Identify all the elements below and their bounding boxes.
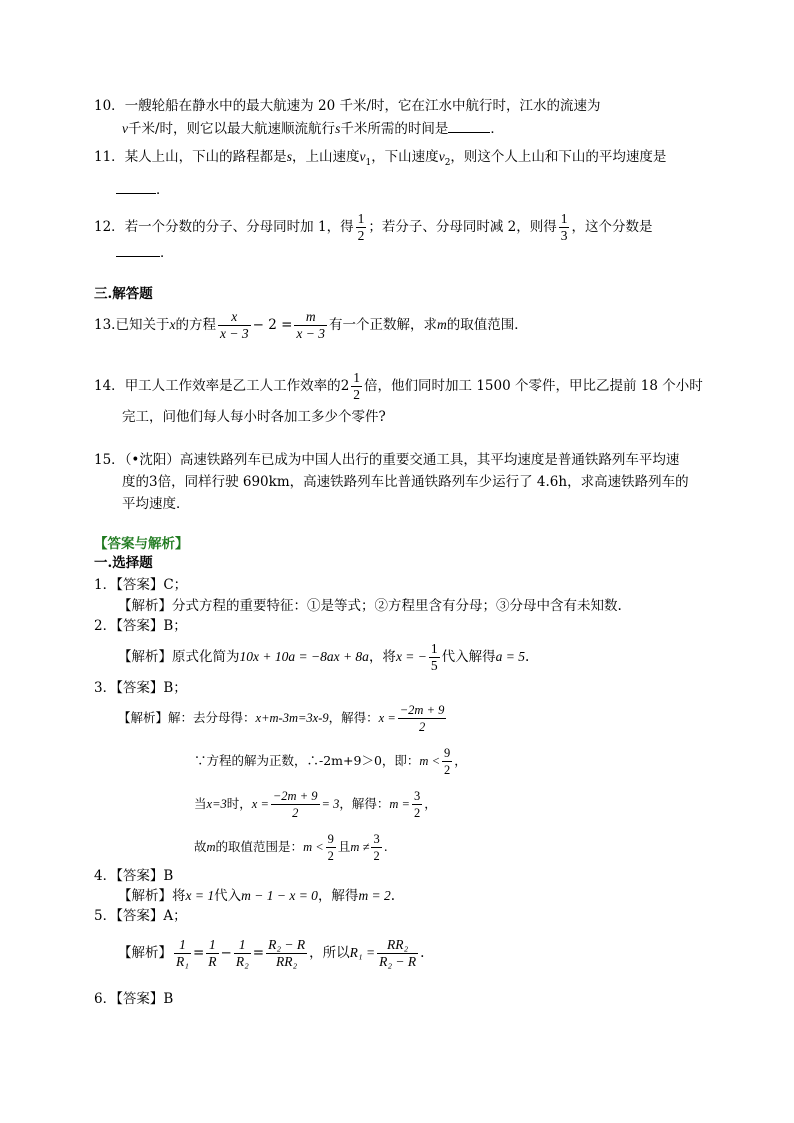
- q10-text3: 千米所需的时间是: [340, 121, 449, 137]
- a3-line4-m2: m <: [303, 840, 324, 854]
- a2-analysis-a: 【解析】原式化简为: [118, 649, 240, 665]
- a4-answer: 【答案】B: [116, 868, 174, 884]
- q15-line1: [94, 450, 679, 470]
- q15-line2: 度的3倍，同样行驶 690km，高速铁路列车比普通铁路列车少运行了 4.6h，求高速铁路列车的: [122, 474, 689, 490]
- q10-text: 一艘轮船在静水中的最大航速为 20 千米/时，它在江水中航行时，江水的流速为: [124, 98, 601, 114]
- a3-line4-a: 故: [194, 839, 207, 854]
- a4-eq: m − 1 − x = 0: [241, 888, 318, 903]
- q13-text-c: 有一个正数解，求: [329, 317, 437, 333]
- q12-fraction-1: $\frac{1}{2}$: [357, 211, 365, 243]
- a3-line4-m3: m ≠: [350, 840, 370, 854]
- a5-fraction-2: $\frac{1}{R}$: [208, 937, 217, 969]
- q12-text-a: 若一个分数的分子、分母同时加 1，得: [124, 219, 354, 235]
- a3-fraction-3: $\frac{-2m + 9}{2}$: [272, 789, 318, 820]
- q14-number: 14．: [94, 378, 125, 394]
- q15-text-1: （•沈阳）高速铁路列车已成为中国人出行的重要交通工具，其平均速度是普通铁路列车平均速: [124, 452, 680, 468]
- q11-v1: v: [359, 149, 366, 164]
- q11-text-a: 某人上山，下山的路程都是: [124, 149, 287, 165]
- a4-answer-line: [94, 866, 173, 886]
- a4-analysis: [118, 886, 395, 906]
- a1-number: 1．: [94, 577, 117, 593]
- q10-line1: [94, 96, 601, 116]
- a2-result: a = 5: [495, 649, 526, 664]
- a3-analysis-line4: [194, 826, 388, 868]
- q13-m: m: [437, 317, 447, 332]
- q11-v2: v: [438, 149, 445, 164]
- a5-answer-line: [94, 906, 187, 926]
- a3-line3-end: ，: [424, 796, 437, 811]
- q11-s: s: [286, 149, 292, 164]
- a2-fraction: $\frac{1}{5}$: [430, 641, 438, 673]
- q12-line1: [94, 206, 652, 248]
- a6-number: 6．: [94, 991, 117, 1007]
- a3-line1-a: 【解析】解：去分母得：: [118, 710, 256, 725]
- a5-fraction-1: $\frac{1}{\text{R₁}}$: [176, 937, 189, 969]
- section3-heading: 三.解答题: [94, 286, 153, 302]
- a5-mid: ，所以: [309, 945, 350, 961]
- a3-answer: 【答案】B；: [116, 680, 187, 696]
- q11-text-c: ，下山速度: [371, 149, 439, 165]
- a3-fraction-6: $\frac{3}{2}$: [373, 832, 380, 863]
- q12-number: 12．: [94, 219, 125, 235]
- a4-end: .: [390, 888, 396, 904]
- a1-answer: 【答案】C；: [116, 577, 188, 593]
- q10-v: v: [122, 121, 128, 136]
- q10-line2: [122, 119, 504, 139]
- a3-line1-b: ，解得：: [328, 710, 379, 725]
- a5-end: .: [420, 945, 425, 961]
- q14-text-b: 倍，他们同时加工 1500 个零件，甲比乙提前 18 个小时: [364, 378, 703, 394]
- q11-period: ．: [156, 182, 170, 198]
- a3-line3-x: x=3: [206, 797, 227, 811]
- a3-line2-end: ，: [454, 753, 467, 768]
- a3-fraction-2: $\frac{9}{2}$: [444, 746, 451, 777]
- q12-text-b: ；若分子、分母同时减 2，则得: [368, 219, 557, 235]
- a3-fraction-4: $\frac{3}{2}$: [413, 789, 421, 820]
- q13-text-b: 的方程: [175, 317, 216, 333]
- a4-result: m = 2: [358, 888, 391, 903]
- q11-sub2: 2: [444, 158, 451, 168]
- q13-text-d: 的取值范围．: [446, 317, 528, 333]
- a2-answer-line: [94, 616, 187, 636]
- a2-end: .: [525, 649, 530, 665]
- q13-x: x: [169, 317, 176, 332]
- a3-number: 3．: [94, 680, 117, 696]
- a5-answer: 【答案】A；: [116, 908, 187, 924]
- a3-line3-x2: x =: [251, 797, 269, 811]
- a4-analysis-a: 【解析】将: [118, 888, 186, 904]
- q14-line1: [94, 365, 703, 407]
- q13-line: [94, 304, 528, 346]
- q13-fraction-1: $\frac{x}{x - 3}$: [219, 309, 249, 341]
- q10-period: ．: [490, 121, 504, 137]
- a3-line3-b: 时，: [226, 796, 252, 811]
- a2-number: 2．: [94, 618, 117, 634]
- q10-text2: 千米/时，则它以最大航速顺流航行: [128, 121, 336, 137]
- a5-analysis-label: 【解析】: [118, 945, 172, 961]
- a6-answer-line: [94, 989, 173, 1009]
- q11-line2: [116, 180, 170, 200]
- a4-analysis-c: ，解得: [317, 888, 359, 904]
- a3-line3-c: ，解得：: [339, 796, 390, 811]
- q13-number: 13.: [94, 317, 116, 333]
- q10-s: s: [335, 121, 341, 136]
- q11-number: 11．: [94, 149, 125, 165]
- a3-line2-a: ∵方程的解为正数，∴-2m+9＞0，即：: [194, 753, 420, 768]
- q11-line1: [94, 147, 666, 173]
- a3-line1-x: x =: [378, 711, 396, 725]
- a3-answer-line: [94, 678, 187, 698]
- answers-heading: 【答案与解析】: [94, 536, 189, 552]
- q11-sub1: 1: [365, 158, 372, 168]
- a4-x1: x = 1: [185, 888, 215, 903]
- a5-eq1: =: [192, 945, 205, 961]
- q12-fraction-2: $\frac{1}{3}$: [560, 211, 568, 243]
- q10-number: 10．: [94, 98, 125, 114]
- a4-number: 4．: [94, 868, 117, 884]
- a3-line4-end: .: [383, 839, 388, 854]
- a3-line3-a: 当: [194, 796, 207, 811]
- a5-analysis: [118, 928, 424, 978]
- a3-analysis-line1: [118, 697, 448, 739]
- a2-analysis-c: 代入解得: [441, 649, 496, 665]
- a3-line4-c: 且: [337, 839, 351, 854]
- a5-number: 5．: [94, 908, 117, 924]
- a2-expr: 10x + 10a = −8ax + 8a: [239, 649, 369, 664]
- q15-line3: 平均速度．: [122, 496, 190, 512]
- a3-analysis-line2: [194, 740, 467, 782]
- a3-line2-m: m <: [419, 754, 441, 768]
- q15-number: 15．: [94, 452, 125, 468]
- a4-analysis-b: 代入: [214, 888, 242, 904]
- a6-answer: 【答案】B: [116, 991, 174, 1007]
- q14-fraction: $\frac{1}{2}$: [353, 370, 361, 402]
- a2-xeq: x = −: [395, 649, 427, 664]
- q11-text-d: ，则这个人上山和下山的平均速度是: [450, 149, 667, 165]
- a3-line3-m: m =: [389, 797, 410, 811]
- q12-line2: [116, 243, 174, 263]
- q13-fraction-2: $\frac{m}{x - 3}$: [296, 309, 325, 341]
- a3-line1-eq: x+m-3m=3x-9: [255, 711, 329, 725]
- a3-fraction-1: $\frac{-2m + 9}{2}$: [399, 703, 445, 734]
- a5-r1: R₁ =: [349, 945, 376, 960]
- section1-heading: 一.选择题: [94, 555, 153, 571]
- a3-fraction-5: $\frac{9}{2}$: [327, 832, 334, 863]
- q13-mid: − 2 =: [252, 317, 293, 333]
- a3-line3-eq3: = 3: [321, 797, 340, 811]
- q12-period: ．: [160, 245, 174, 261]
- q12-answer-blank[interactable]: [116, 255, 160, 257]
- q13-text-a: 已知关于: [115, 317, 170, 333]
- q12-text-c: ，这个分数是: [571, 219, 653, 235]
- q11-text-b: ，上山速度: [291, 149, 360, 165]
- q11-answer-blank[interactable]: [116, 192, 156, 194]
- a3-line4-b: 的取值范围是：: [215, 839, 304, 854]
- a1-analysis: 【解析】分式方程的重要特征：①是等式；②方程里含有分母；③分母中含有未知数.: [118, 598, 622, 614]
- q10-answer-blank[interactable]: [448, 131, 490, 133]
- a3-analysis-line3: [194, 783, 437, 825]
- q14-line2: 完工，问他们每人每小时各加工多少个零件?: [122, 409, 386, 425]
- a3-line4-m: m: [206, 840, 216, 854]
- a5-fraction-4: $\frac{\text{R₂ − R}}{\text{RR₂}}$: [268, 937, 306, 969]
- a5-fraction-5: $\frac{\text{RR₂}}{\text{R₂ − R}}$: [379, 937, 417, 969]
- a5-eq2: =: [252, 945, 265, 961]
- q14-text-a: 甲工人工作效率是乙工人工作效率的: [124, 378, 341, 394]
- a5-minus: −: [220, 945, 232, 961]
- a2-analysis-b: ，将: [368, 649, 396, 665]
- a2-analysis: [118, 636, 529, 678]
- a1-answer-line: [94, 575, 187, 595]
- q14-whole: 2: [340, 378, 350, 394]
- a2-answer: 【答案】B；: [116, 618, 187, 634]
- a5-fraction-3: $\frac{1}{\text{R₂}}$: [235, 937, 249, 969]
